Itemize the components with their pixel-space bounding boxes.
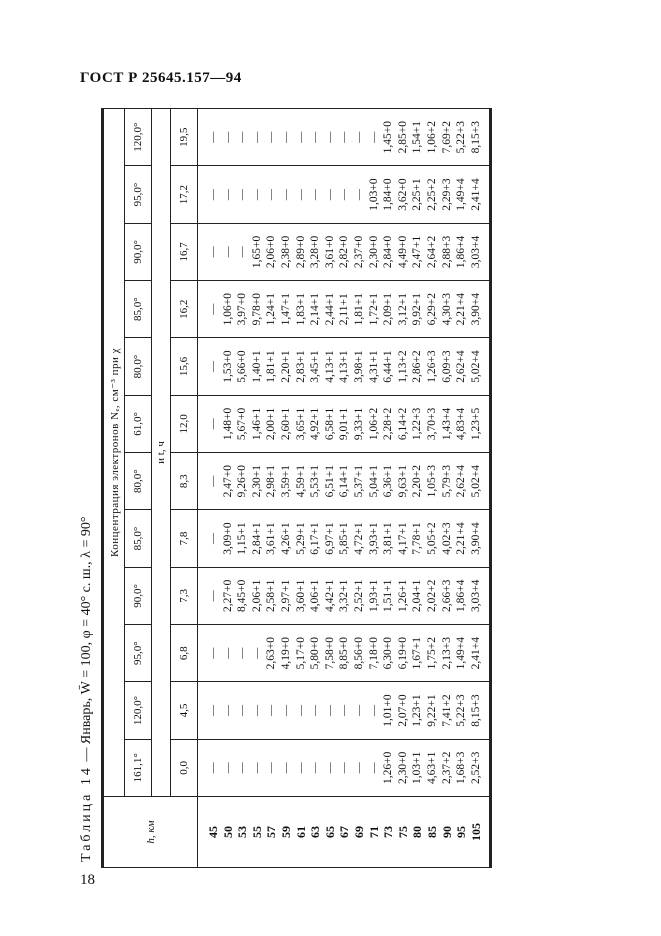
density-value: 4,59+1 xyxy=(294,465,307,498)
empty-cell-dash: — xyxy=(352,189,365,201)
density-value: 2,30+0 xyxy=(396,751,409,785)
density-value: 5,37+1 xyxy=(352,465,365,498)
density-value: 1,13+2 xyxy=(396,350,409,383)
height-value: 53 xyxy=(235,826,250,838)
density-value: 2,27+0 xyxy=(221,579,234,613)
empty-cell-dash: — xyxy=(294,762,307,774)
density-value: 1,06+2 xyxy=(367,407,380,441)
density-value: 1,06+2 xyxy=(425,121,438,154)
density-value: 1,26+1 xyxy=(396,579,409,613)
height-value: 75 xyxy=(395,826,410,838)
table-wrapper xyxy=(101,108,492,868)
density-value: 4,02+3 xyxy=(440,522,453,555)
chi-header-cell: 80,0° xyxy=(125,453,152,510)
density-value: 2,47+1 xyxy=(411,235,424,269)
empty-cell-dash: — xyxy=(294,131,307,143)
density-value: 2,58+1 xyxy=(265,579,278,613)
density-value: 9,63+1 xyxy=(396,465,409,498)
density-value: 9,33+1 xyxy=(352,407,365,441)
chi-header-cell: 80,0° xyxy=(125,338,152,395)
density-value: 4,17+1 xyxy=(396,522,409,555)
density-value: 1,83+1 xyxy=(294,293,307,326)
empty-cell-dash: — xyxy=(294,189,307,201)
density-value: 8,56+0 xyxy=(352,637,365,670)
density-value: 2,21+4 xyxy=(455,522,468,555)
density-value: 6,44+1 xyxy=(382,350,395,383)
density-value: 3,70+3 xyxy=(425,407,438,441)
density-value: 1,40+1 xyxy=(250,350,263,383)
density-value: 4,31+1 xyxy=(367,350,380,383)
density-value: 2,11+1 xyxy=(338,293,351,326)
empty-cell-dash: — xyxy=(236,647,249,659)
height-value: 55 xyxy=(249,826,264,838)
caption-text: — Январь, W̄ = 100, φ = 40° с. ш., λ = 90° xyxy=(79,516,94,766)
density-value: 5,53+1 xyxy=(309,465,322,498)
chi-header-row xyxy=(125,109,152,868)
density-value: 3,28+0 xyxy=(309,235,322,269)
density-value: 2,06+1 xyxy=(250,579,263,613)
density-value: 2,37+2 xyxy=(440,751,453,785)
chi-header-cell: 85,0° xyxy=(125,510,152,567)
empty-cell-dash: — xyxy=(207,246,219,258)
density-value: 9,01+1 xyxy=(338,407,351,441)
density-value: 8,15+3 xyxy=(469,694,482,727)
density-value: 1,68+3 xyxy=(455,751,468,785)
electron-density-table xyxy=(103,108,490,868)
height-value: 71 xyxy=(366,826,381,838)
chi-header-cell: 95,0° xyxy=(125,625,152,682)
empty-cell-dash: — xyxy=(207,361,219,373)
empty-cell-dash: — xyxy=(323,762,336,774)
chi-header-cell: 120,0° xyxy=(125,109,152,166)
empty-cell-dash: — xyxy=(250,762,263,774)
empty-cell-dash: — xyxy=(250,705,263,717)
time-header-cell: 16,2 xyxy=(171,281,198,338)
height-value: 69 xyxy=(351,826,366,838)
density-value: 1,67+1 xyxy=(411,637,424,670)
density-value: 7,41+2 xyxy=(440,694,453,727)
density-value: 2,85+0 xyxy=(396,121,409,154)
density-value: 2,82+0 xyxy=(338,235,351,269)
document-header: ГОСТ Р 25645.157—94 xyxy=(80,70,242,86)
density-value: 1,81+1 xyxy=(265,350,278,383)
empty-cell-dash: — xyxy=(323,131,336,143)
density-value: 2,66+3 xyxy=(440,579,453,613)
density-value: 3,12+1 xyxy=(396,293,409,326)
height-value: 65 xyxy=(322,826,337,838)
empty-cell-dash: — xyxy=(236,131,249,143)
data-column xyxy=(198,109,490,166)
empty-cell-dash: — xyxy=(221,705,234,717)
density-value: 2,97+1 xyxy=(279,579,292,613)
density-value: 2,20+2 xyxy=(411,465,424,498)
empty-cell-dash: — xyxy=(207,131,219,143)
chi-header-cell: 161,1° xyxy=(125,739,152,796)
density-value: 1,84+0 xyxy=(382,178,395,211)
height-value: 50 xyxy=(220,826,235,838)
density-value: 4,92+1 xyxy=(309,407,322,441)
density-value: 4,49+0 xyxy=(396,235,409,269)
empty-cell-dash: — xyxy=(323,705,336,717)
density-value: 3,65+1 xyxy=(294,407,307,441)
density-value: 9,78+0 xyxy=(250,293,263,326)
empty-cell-dash: — xyxy=(338,131,351,143)
density-value: 1,26+0 xyxy=(382,751,395,785)
density-value: 6,36+1 xyxy=(382,465,395,498)
density-value: 2,52+1 xyxy=(352,579,365,613)
empty-cell-dash: — xyxy=(352,705,365,717)
empty-cell-dash: — xyxy=(352,762,365,774)
density-value: 1,15+1 xyxy=(236,522,249,555)
density-value: 1,93+1 xyxy=(367,579,380,613)
density-value: 2,06+0 xyxy=(265,235,278,269)
density-value: 1,86+4 xyxy=(455,235,468,269)
density-value: 2,88+3 xyxy=(440,235,453,269)
density-value: 1,23+1 xyxy=(411,694,424,727)
density-value: 1,49+4 xyxy=(455,637,468,670)
time-header-cell: 8,3 xyxy=(171,453,198,510)
density-value: 1,45+0 xyxy=(382,121,395,154)
empty-cell-dash: — xyxy=(294,705,307,717)
density-value: 2,07+0 xyxy=(396,694,409,727)
empty-cell-dash: — xyxy=(236,246,249,258)
time-header-cell: 6,8 xyxy=(171,625,198,682)
empty-cell-dash: — xyxy=(250,131,263,143)
empty-cell-dash: — xyxy=(265,762,278,774)
density-value: 7,78+1 xyxy=(411,522,424,555)
empty-cell-dash: — xyxy=(236,189,249,201)
empty-cell-dash: — xyxy=(367,762,380,774)
height-value: 45 xyxy=(206,826,220,838)
chi-header-cell: 61,0° xyxy=(125,395,152,452)
density-value: 6,97+1 xyxy=(323,522,336,555)
concentration-header: Концентрация электронов Nₑ, см⁻³ при χ xyxy=(104,109,125,797)
empty-cell-dash: — xyxy=(265,131,278,143)
density-value: 6,58+1 xyxy=(323,407,336,441)
density-value: 2,47+0 xyxy=(221,465,234,498)
density-value: 3,81+1 xyxy=(382,522,395,555)
density-value: 2,83+1 xyxy=(294,350,307,383)
density-value: 9,22+1 xyxy=(425,694,438,727)
density-value: 1,22+3 xyxy=(411,407,424,441)
density-value: 2,30+1 xyxy=(250,465,263,498)
caption-label: Таблица 14 xyxy=(79,765,94,862)
empty-cell-dash: — xyxy=(250,647,263,659)
density-value: 6,14+2 xyxy=(396,407,409,441)
time-header: и t, ч xyxy=(152,109,171,797)
data-column xyxy=(198,510,490,567)
empty-cell-dash: — xyxy=(367,131,380,143)
density-value: 4,26+1 xyxy=(279,522,292,555)
density-value: 3,60+1 xyxy=(294,579,307,613)
empty-cell-dash: — xyxy=(221,762,234,774)
empty-cell-dash: — xyxy=(207,705,219,717)
data-column xyxy=(198,223,490,280)
density-value: 6,30+0 xyxy=(382,637,395,670)
density-value: 2,52+3 xyxy=(469,751,482,785)
density-value: 4,63+1 xyxy=(425,751,438,785)
density-value: 2,41+4 xyxy=(469,178,482,211)
rotated-table-block xyxy=(73,108,518,868)
density-value: 4,72+1 xyxy=(352,522,365,555)
density-value: 8,85+0 xyxy=(338,637,351,670)
density-value: 1,48+0 xyxy=(221,407,234,441)
density-value: 5,17+0 xyxy=(294,637,307,670)
empty-cell-dash: — xyxy=(352,131,365,143)
height-column-header: h, км xyxy=(104,797,198,868)
density-value: 5,02+4 xyxy=(469,465,482,498)
empty-cell-dash: — xyxy=(323,189,336,201)
density-value: 4,83+4 xyxy=(455,407,468,441)
density-value: 5,67+0 xyxy=(236,407,249,441)
height-value: 80 xyxy=(410,826,425,838)
density-value: 9,26+0 xyxy=(236,465,249,498)
density-value: 1,72+1 xyxy=(367,293,380,326)
height-value: 59 xyxy=(278,826,293,838)
empty-cell-dash: — xyxy=(221,647,234,659)
density-value: 1,03+0 xyxy=(367,178,380,211)
height-values-column xyxy=(198,797,490,868)
density-value: 2,25+2 xyxy=(425,178,438,211)
empty-cell-dash: — xyxy=(250,189,263,201)
time-header-cell: 7,3 xyxy=(171,567,198,624)
density-value: 6,17+1 xyxy=(309,522,322,555)
density-value: 5,02+4 xyxy=(469,350,482,383)
empty-cell-dash: — xyxy=(309,189,322,201)
empty-cell-dash: — xyxy=(207,590,219,602)
density-value: 1,49+4 xyxy=(455,178,468,211)
density-value: 6,09+3 xyxy=(440,350,453,383)
density-value: 2,62+4 xyxy=(455,350,468,383)
density-value: 2,29+3 xyxy=(440,178,453,211)
data-column xyxy=(198,338,490,395)
density-value: 2,28+2 xyxy=(382,407,395,441)
density-value: 7,69+2 xyxy=(440,121,453,154)
chi-header-cell: 90,0° xyxy=(125,567,152,624)
density-value: 1,86+4 xyxy=(455,579,468,613)
density-value: 4,42+1 xyxy=(323,579,336,613)
empty-cell-dash: — xyxy=(367,705,380,717)
chi-header-cell: 85,0° xyxy=(125,281,152,338)
empty-cell-dash: — xyxy=(236,762,249,774)
density-value: 2,13+3 xyxy=(440,637,453,670)
empty-cell-dash: — xyxy=(338,189,351,201)
density-value: 6,19+0 xyxy=(396,637,409,670)
data-column xyxy=(198,682,490,739)
empty-cell-dash: — xyxy=(309,131,322,143)
data-column xyxy=(198,166,490,223)
density-value: 8,15+3 xyxy=(469,121,482,154)
time-header-row xyxy=(171,109,198,868)
density-value: 1,05+3 xyxy=(425,465,438,498)
density-value: 4,06+1 xyxy=(309,579,322,613)
empty-cell-dash: — xyxy=(207,189,219,201)
density-value: 3,90+4 xyxy=(469,293,482,326)
density-value: 7,18+0 xyxy=(367,637,380,670)
density-value: 1,81+1 xyxy=(352,293,365,326)
empty-cell-dash: — xyxy=(236,705,249,717)
density-value: 1,47+1 xyxy=(279,293,292,326)
empty-cell-dash: — xyxy=(265,705,278,717)
density-value: 2,14+1 xyxy=(309,293,322,326)
density-value: 3,09+0 xyxy=(221,522,234,555)
table-body-row xyxy=(198,109,490,868)
density-value: 1,23+5 xyxy=(469,407,482,441)
empty-cell-dash: — xyxy=(207,475,219,487)
empty-cell-dash: — xyxy=(265,189,278,201)
density-value: 2,84+1 xyxy=(250,522,263,555)
density-value: 2,89+0 xyxy=(294,235,307,269)
density-value: 2,62+4 xyxy=(455,465,468,498)
density-value: 6,29+2 xyxy=(425,293,438,326)
density-value: 3,03+4 xyxy=(469,579,482,613)
data-column xyxy=(198,453,490,510)
density-value: 2,04+1 xyxy=(411,579,424,613)
density-value: 5,04+1 xyxy=(367,465,380,498)
density-value: 2,20+1 xyxy=(279,350,292,383)
chi-header-cell: 120,0° xyxy=(125,682,152,739)
density-value: 5,80+0 xyxy=(309,637,322,670)
density-value: 5,29+1 xyxy=(294,522,307,555)
empty-cell-dash: — xyxy=(279,762,292,774)
empty-cell-dash: — xyxy=(221,131,234,143)
density-value: 1,51+1 xyxy=(382,579,395,613)
density-value: 2,37+0 xyxy=(352,235,365,269)
density-value: 4,30+3 xyxy=(440,293,453,326)
density-value: 2,02+2 xyxy=(425,579,438,613)
height-value: 105 xyxy=(468,823,483,841)
density-value: 2,38+0 xyxy=(279,235,292,269)
density-value: 1,03+1 xyxy=(411,751,424,785)
density-value: 9,92+1 xyxy=(411,293,424,326)
data-column xyxy=(198,281,490,338)
density-value: 4,13+1 xyxy=(338,350,351,383)
density-value: 2,86+2 xyxy=(411,350,424,383)
empty-cell-dash: — xyxy=(207,762,219,774)
chi-header-cell: 95,0° xyxy=(125,166,152,223)
density-value: 5,79+3 xyxy=(440,465,453,498)
density-value: 3,97+0 xyxy=(236,293,249,326)
empty-cell-dash: — xyxy=(338,705,351,717)
density-value: 2,44+1 xyxy=(323,293,336,326)
empty-cell-dash: — xyxy=(309,762,322,774)
density-value: 6,14+1 xyxy=(338,465,351,498)
empty-cell-dash: — xyxy=(279,189,292,201)
empty-cell-dash: — xyxy=(338,762,351,774)
density-value: 2,00+1 xyxy=(265,407,278,441)
density-value: 1,24+1 xyxy=(265,293,278,326)
time-header-cell: 16,7 xyxy=(171,223,198,280)
density-value: 5,22+3 xyxy=(455,694,468,727)
density-value: 2,63+0 xyxy=(265,637,278,670)
time-header-cell: 17,2 xyxy=(171,166,198,223)
time-header-cell: 19,5 xyxy=(171,109,198,166)
time-header-cell: 7,8 xyxy=(171,510,198,567)
height-value: 57 xyxy=(264,826,279,838)
data-column xyxy=(198,625,490,682)
density-value: 1,06+0 xyxy=(221,293,234,326)
density-value: 3,93+1 xyxy=(367,522,380,555)
density-value: 5,05+2 xyxy=(425,522,438,555)
density-value: 3,61+0 xyxy=(323,235,336,269)
density-value: 2,09+1 xyxy=(382,293,395,326)
density-value: 1,75+2 xyxy=(425,637,438,670)
density-value: 3,62+0 xyxy=(396,178,409,211)
chi-header-cell: 90,0° xyxy=(125,223,152,280)
empty-cell-dash: — xyxy=(279,131,292,143)
density-value: 3,32+1 xyxy=(338,579,351,613)
density-value: 1,65+0 xyxy=(250,235,263,269)
density-value: 2,60+1 xyxy=(279,407,292,441)
height-value: 95 xyxy=(454,826,469,838)
density-value: 2,84+0 xyxy=(382,235,395,269)
time-header-cell: 15,6 xyxy=(171,338,198,395)
empty-cell-dash: — xyxy=(221,189,234,201)
density-value: 3,45+1 xyxy=(309,350,322,383)
density-value: 2,21+4 xyxy=(455,293,468,326)
density-value: 2,30+0 xyxy=(367,235,380,269)
time-header-cell: 12,0 xyxy=(171,395,198,452)
height-value: 90 xyxy=(439,826,454,838)
data-column xyxy=(198,567,490,624)
data-column xyxy=(198,739,490,796)
height-value: 67 xyxy=(337,826,352,838)
density-value: 6,51+1 xyxy=(323,465,336,498)
density-value: 2,25+1 xyxy=(411,178,424,211)
density-value: 4,19+0 xyxy=(279,637,292,670)
density-value: 3,98+1 xyxy=(352,350,365,383)
density-value: 3,61+1 xyxy=(265,522,278,555)
density-value: 2,98+1 xyxy=(265,465,278,498)
density-value: 1,26+3 xyxy=(425,350,438,383)
density-value: 1,46+1 xyxy=(250,407,263,441)
density-value: 1,54+1 xyxy=(411,121,424,154)
height-value: 63 xyxy=(308,826,323,838)
density-value: 3,03+4 xyxy=(469,235,482,269)
density-value: 3,59+1 xyxy=(279,465,292,498)
density-value: 5,22+3 xyxy=(455,121,468,154)
empty-cell-dash: — xyxy=(309,705,322,717)
empty-cell-dash: — xyxy=(207,303,219,315)
empty-cell-dash: — xyxy=(279,705,292,717)
table-caption xyxy=(73,108,101,868)
density-value: 7,58+0 xyxy=(323,637,336,670)
density-value: 2,41+4 xyxy=(469,637,482,670)
density-value: 1,43+4 xyxy=(440,407,453,441)
density-value: 8,45+0 xyxy=(236,579,249,613)
density-value: 5,66+0 xyxy=(236,350,249,383)
density-value: 1,01+0 xyxy=(382,694,395,727)
height-value: 73 xyxy=(381,826,396,838)
density-value: 1,53+0 xyxy=(221,350,234,383)
density-value: 3,90+4 xyxy=(469,522,482,555)
page-number: 18 xyxy=(80,872,95,888)
time-header-cell: 4,5 xyxy=(171,682,198,739)
empty-cell-dash: — xyxy=(207,418,219,430)
height-value: 85 xyxy=(424,826,439,838)
density-value: 4,13+1 xyxy=(323,350,336,383)
density-value: 5,85+1 xyxy=(338,522,351,555)
time-header-cell: 0,0 xyxy=(171,739,198,796)
empty-cell-dash: — xyxy=(221,246,234,258)
density-value: 2,64+2 xyxy=(425,235,438,269)
height-value: 61 xyxy=(293,826,308,838)
data-column xyxy=(198,395,490,452)
empty-cell-dash: — xyxy=(207,533,219,545)
empty-cell-dash: — xyxy=(207,647,219,659)
